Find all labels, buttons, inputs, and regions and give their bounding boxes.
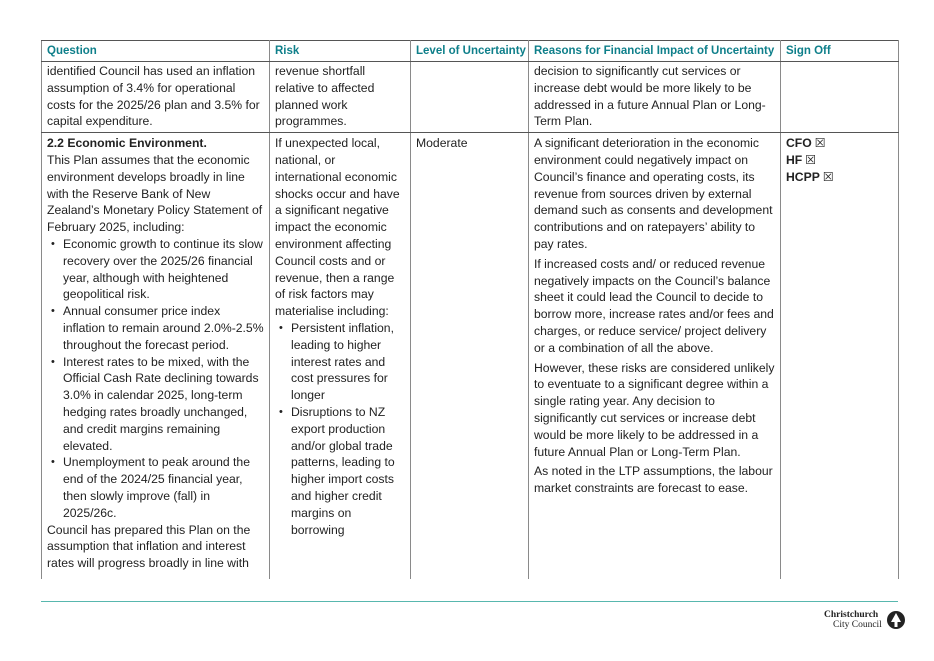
section-title: 2.2 Economic Environment. [47, 136, 207, 151]
question-outro: Council has prepared this Plan on the assumption that inflation and interest rates will progress broadly in line with [47, 522, 251, 571]
cell-question [42, 133, 270, 580]
header-risk: Risk [270, 41, 411, 62]
table-header-row [42, 41, 899, 62]
reasons-paragraph: As noted in the LTP assumptions, the labour market constraints are forecast to ease. [534, 464, 773, 496]
reasons-paragraph: A significant deterioration in the economic environment could negatively impact on Council’s finance and operating costs, its revenue from sources driven by external demand such as consents and development contributions and on ratepayers’ ability to pay rates. [534, 136, 773, 251]
risk-intro: If unexpected local, national, or international economic shocks occur and have a significant negative impact the economic environment affecting Council costs and or revenue, then a range of risk factors may materialise including: [275, 136, 400, 319]
question-intro: This Plan assumes that the economic environment develops broadly in line with the Reserve Bank of New Zealand’s Monetary Policy Statement of February 2025, including: [47, 152, 263, 235]
reasons-paragraph: If increased costs and/ or reduced revenue negatively impacts on the Council’s balance sheet it could lead the Council to decide to borrow more, increase rates and/or fees and charges, or reduce service/ project delivery or a combination of all the above. [534, 256, 774, 355]
table-row [42, 62, 899, 133]
reasons-paragraph: However, these risks are considered unlikely to eventuate to a significant degree within a single rating year. Any decision to significantly cut services or increase debt would be more likely to be addressed in a future Annual Plan or Long-Term Plan. [534, 360, 775, 459]
list-item: • Annual consumer price index inflation to remain around 2.0%-2.5% throughout the forecast period. [63, 303, 264, 353]
cell-risk: revenue shortfall relative to affected planned work programmes. [270, 62, 411, 133]
list-item: • Unemployment to peak around the end of the 2024/25 financial year, then slowly improve (fall) in 2025/26c. [63, 454, 264, 521]
footer-divider [41, 601, 898, 602]
logo-text-line2: City Council [833, 620, 882, 630]
cell-risk [270, 133, 411, 580]
cell-signoff [781, 133, 899, 580]
checkbox-checked-icon: ☒ [814, 136, 826, 151]
signoff-hcpp [786, 169, 893, 186]
header-question: Question [42, 41, 270, 62]
cathedral-logo-icon [886, 610, 906, 630]
list-item: • Interest rates to be mixed, with the Official Cash Rate declining towards 3.0% in calendar 2025, long-term hedging rates broadly unchanged, and credit margins remaining elevated. [63, 354, 264, 455]
cell-level: Moderate [411, 133, 529, 580]
cell-signoff [781, 62, 899, 133]
cell-reasons: decision to significantly cut services or increase debt would be more likely to be addressed in a future Annual Plan or Long-Term Plan. [529, 62, 781, 133]
list-item: • Disruptions to NZ export production and/or global trade patterns, leading to higher import costs and higher credit margins on borrowing [291, 404, 405, 538]
signoff-label: HCPP [786, 170, 820, 185]
signoff-label: HF [786, 153, 803, 168]
signoff-cfo [786, 135, 893, 152]
header-sign-off: Sign Off [781, 41, 899, 62]
list-item: • Economic growth to continue its slow recovery over the 2025/26 financial year, although with heightened geopolitical risk. [63, 236, 264, 303]
assumptions-table [41, 40, 899, 579]
signoff-label: CFO [786, 136, 812, 151]
logo-text-line1: Christchurch [824, 610, 879, 620]
signoff-hf [786, 152, 893, 169]
cell-level [411, 62, 529, 133]
cell-question: identified Council has used an inflation assumption of 3.4% for operational costs for the 2025/26 plan and 3.5% for capital expenditure. [42, 62, 270, 133]
cell-reasons [529, 133, 781, 580]
checkbox-checked-icon: ☒ [822, 170, 834, 185]
question-bullet-list [47, 236, 264, 522]
council-logo [824, 610, 908, 632]
table-row [42, 133, 899, 580]
header-level-of-uncertainty: Level of Uncertainty [411, 41, 529, 62]
risk-bullet-list [275, 320, 405, 538]
header-reasons: Reasons for Financial Impact of Uncertainty [529, 41, 781, 62]
list-item: • Persistent inflation, leading to higher interest rates and cost pressures for longer [291, 320, 405, 404]
checkbox-checked-icon: ☒ [805, 153, 817, 168]
